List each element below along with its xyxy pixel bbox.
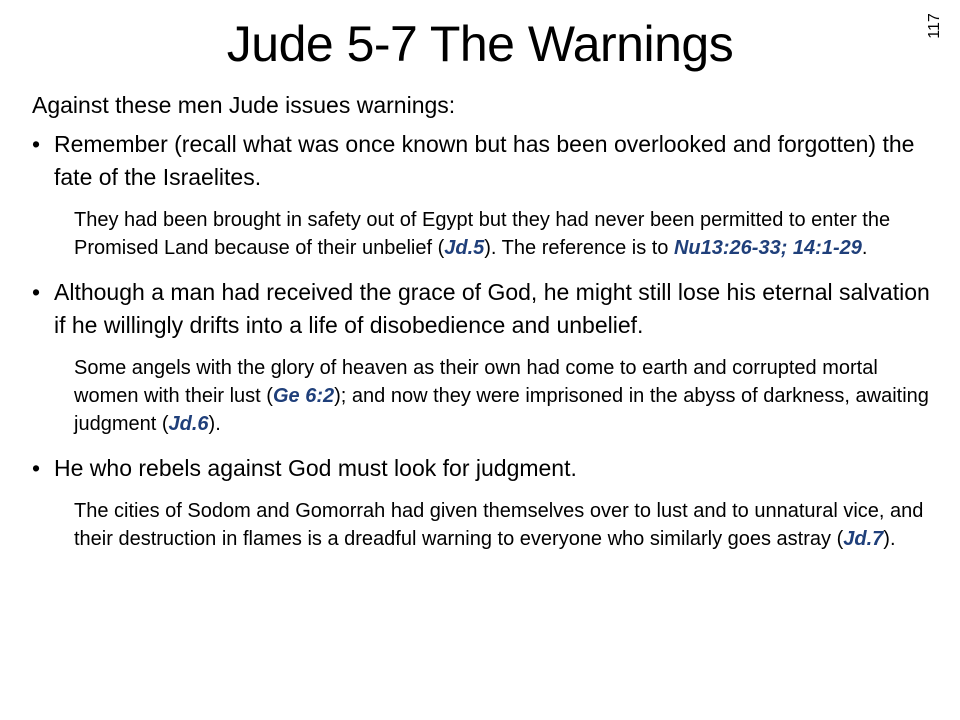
sub-text: ). — [883, 528, 896, 550]
bullet-icon: • — [32, 131, 41, 157]
sub-text: ); and now they were imprisoned in the abyss of darkness, awaiting judgment ( — [74, 385, 929, 435]
scripture-reference: Jd.7 — [843, 528, 884, 550]
sub-paragraph — [74, 354, 947, 438]
sub-text: ). — [208, 413, 221, 435]
bullet-text: He who rebels against God must look for judgment. — [54, 455, 577, 481]
scripture-reference: Jd.5 — [444, 237, 485, 259]
sub-text: They had been brought in safety out of Egypt but they had never been permitted to enter the Promised Land because of their unbelief ( — [74, 209, 891, 259]
scripture-reference: Ge 6:2 — [272, 385, 335, 407]
scripture-reference: Jd.6 — [168, 413, 209, 435]
bullet-point-1 — [32, 128, 947, 262]
bullet-icon: • — [32, 455, 41, 481]
scripture-reference: Nu13:26-33; 14:1-29 — [673, 237, 862, 259]
bullet-icon: • — [32, 279, 41, 305]
bullet-point-3 — [32, 452, 947, 553]
sub-text: The cities of Sodom and Gomorrah had given themselves over to lust and to unnatural vice, and their destruction in flames is a dreadful warning to everyone who similarly goes astray ( — [74, 500, 924, 550]
intro-text: Against these men Jude issues warnings: — [32, 92, 456, 118]
bullet-text: Although a man had received the grace of God, he might still lose his eternal salvation if he willingly drifts into a life of disobedience and unbelief. — [54, 279, 930, 338]
sub-paragraph — [74, 497, 947, 553]
sub-paragraph — [74, 206, 947, 262]
slide-content — [32, 88, 947, 567]
page-number: 117 — [926, 13, 943, 39]
sub-text: . — [861, 237, 868, 259]
sub-text: ). The reference is to — [484, 237, 674, 259]
sub-text: Some angels with the glory of heaven as their own had come to earth and corrupted mortal women with their lust ( — [74, 357, 878, 407]
bullet-point-2 — [32, 276, 947, 438]
slide-title: Jude 5-7 The Warnings — [226, 16, 734, 72]
bullet-text: Remember (recall what was once known but has been overlooked and forgotten) the fate of the Israelites. — [54, 131, 915, 190]
